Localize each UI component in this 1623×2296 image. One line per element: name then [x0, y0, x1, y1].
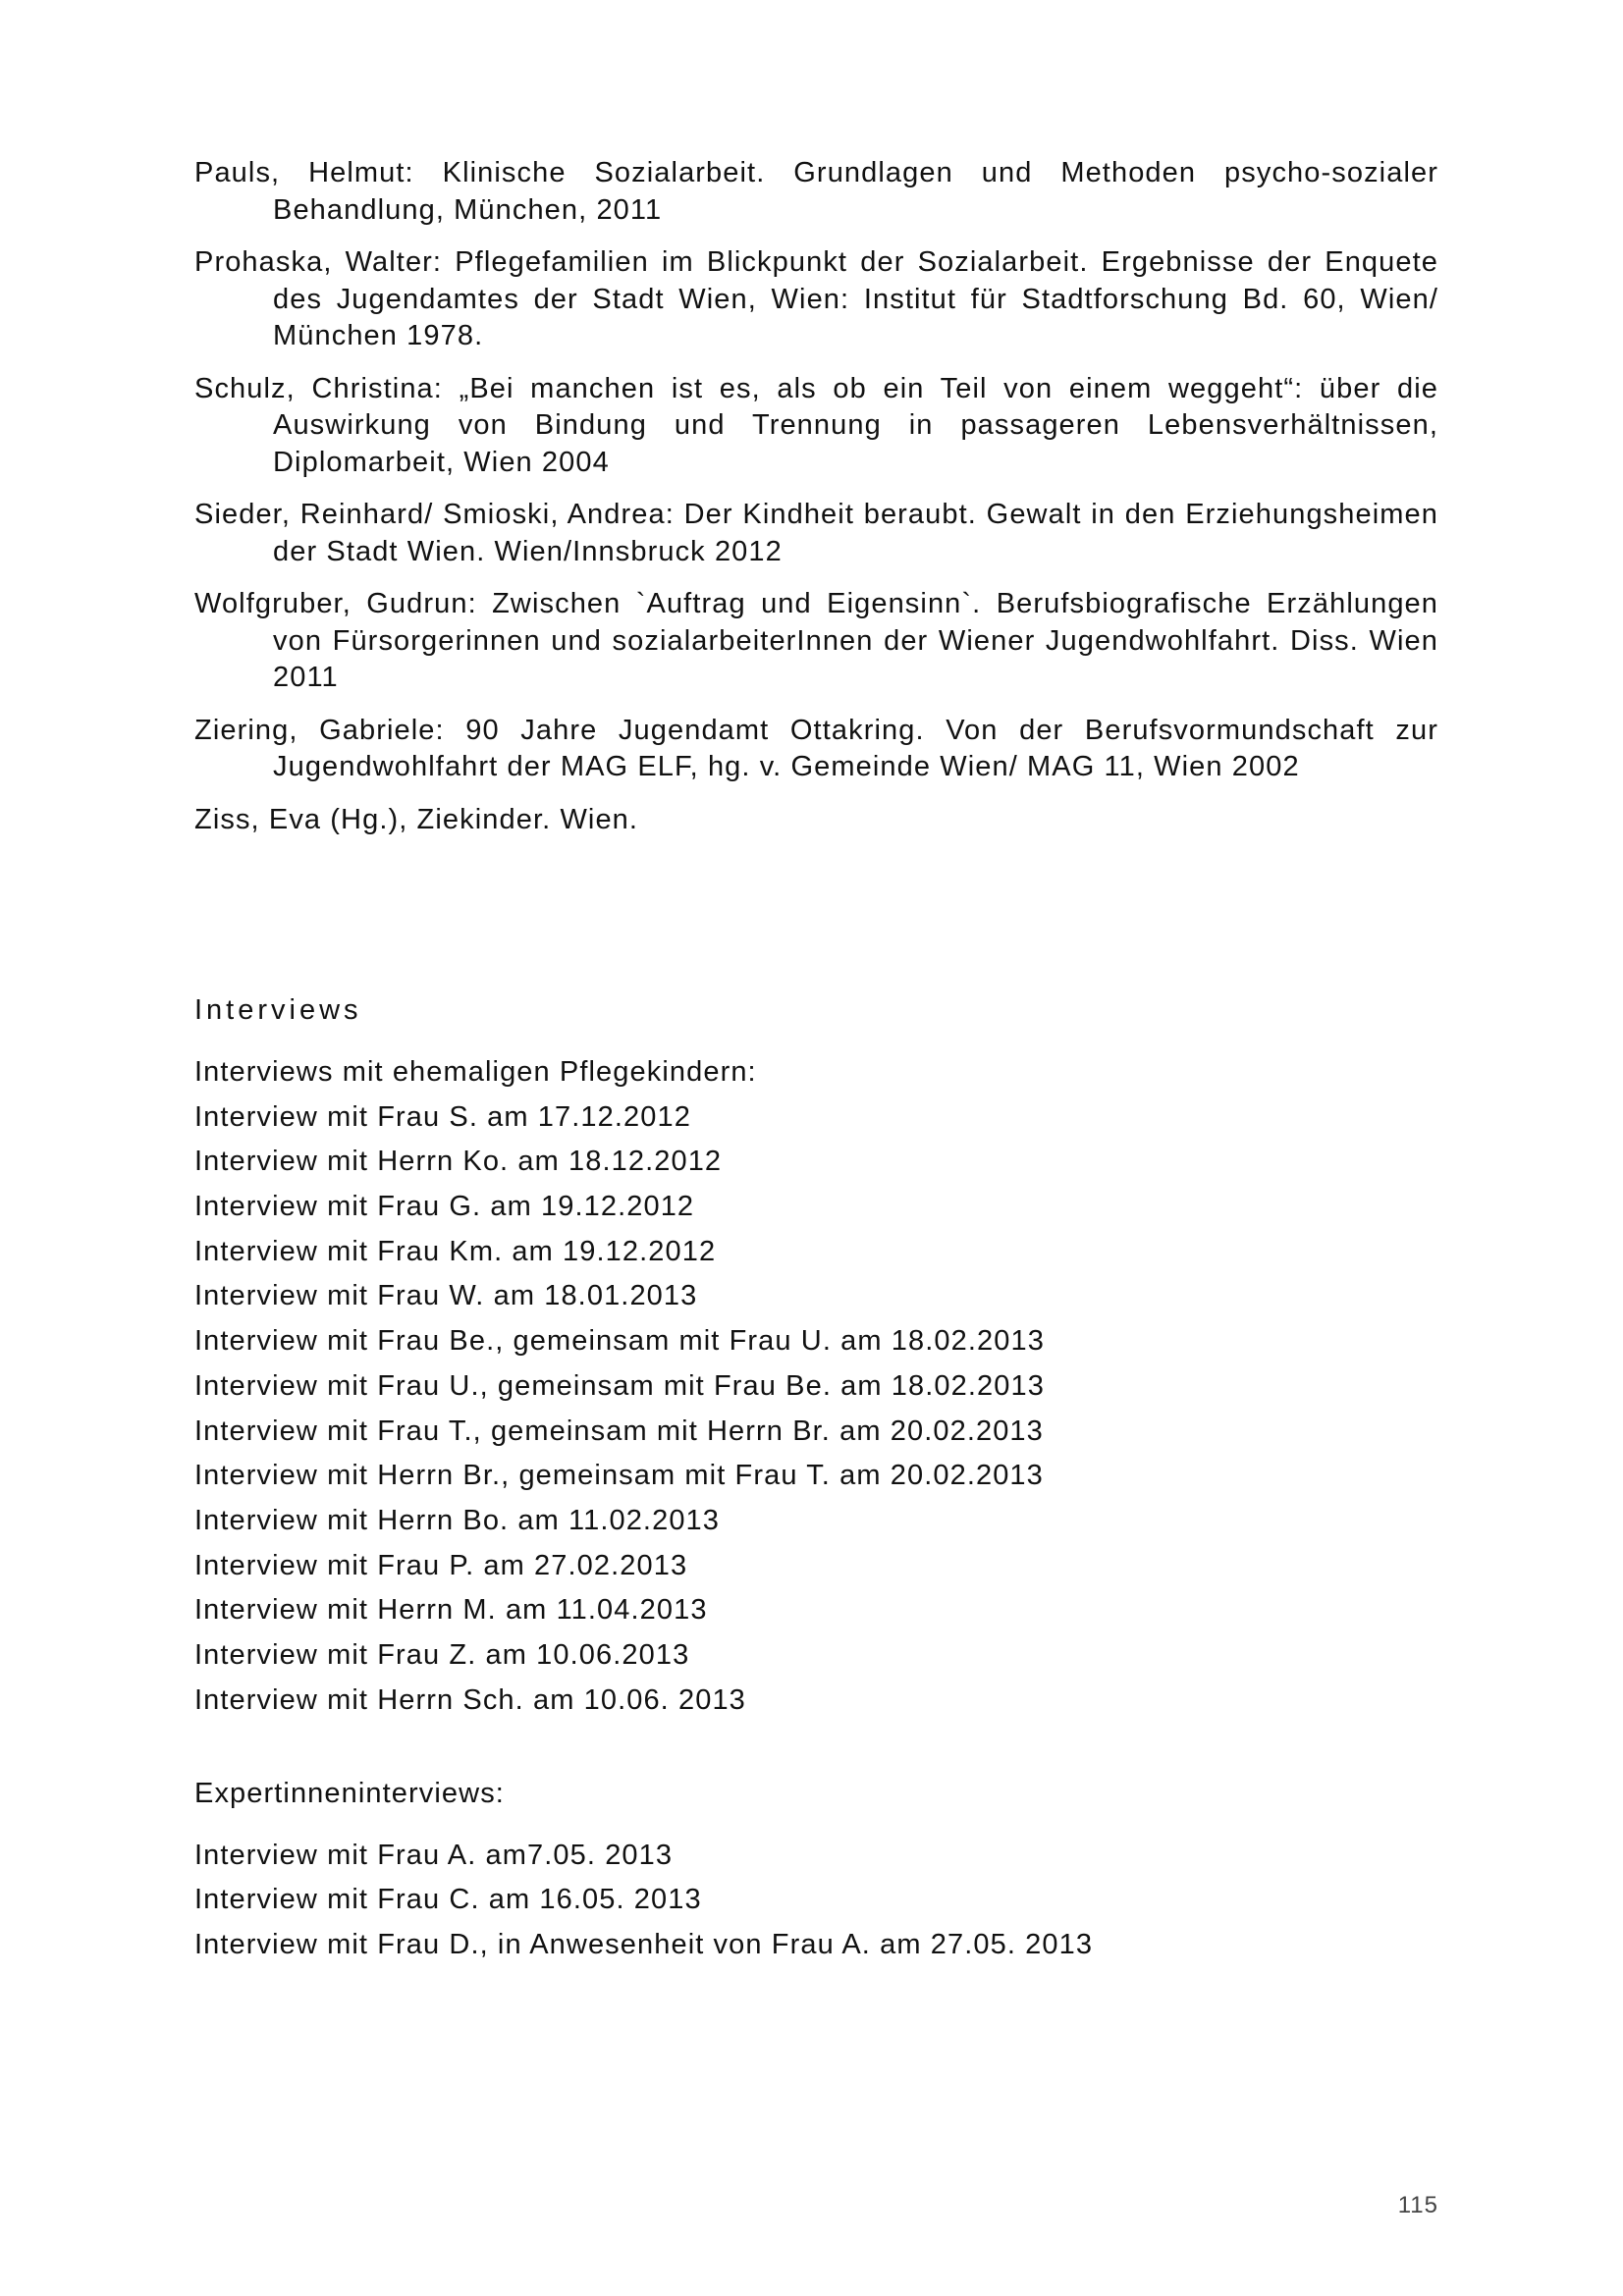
interview-item: Interview mit Frau P. am 27.02.2013	[194, 1549, 688, 1581]
interview-item: Interview mit Herrn M. am 11.04.2013	[194, 1594, 708, 1627]
interview-item: Interview mit Herrn Sch. am 10.06. 2013	[194, 1683, 746, 1716]
bibliography-entry: Schulz, Christina: „Bei manchen ist es, als ob ein Teil von einem weggeht“: über die Auswirkung von Bindung und Trennung in passageren Lebensverhältnissen, Diplomarbeit, Wien 2004	[194, 372, 1438, 478]
interview-item: Interview mit Herrn Br., gemeinsam mit Frau T. am 20.02.2013	[194, 1460, 1044, 1492]
interview-item: Interview mit Frau C. am 16.05. 2013	[194, 1884, 702, 1916]
section-heading: Interviews	[194, 994, 362, 1026]
interview-item: Interview mit Frau W. am 18.01.2013	[194, 1280, 698, 1312]
interview-item: Interview mit Herrn Ko. am 18.12.2012	[194, 1146, 723, 1178]
interview-item: Interview mit Frau Z. am 10.06.2013	[194, 1638, 690, 1671]
page-number: 115	[1397, 2192, 1438, 2218]
interview-item: Interview mit Frau U., gemeinsam mit Frau Be. am 18.02.2013	[194, 1369, 1045, 1402]
bibliography-entry: Ziss, Eva (Hg.), Ziekinder. Wien.	[194, 803, 639, 835]
interview-item: Interview mit Frau Be., gemeinsam mit Frau U. am 18.02.2013	[194, 1325, 1045, 1358]
bibliography-entry: Ziering, Gabriele: 90 Jahre Jugendamt Ottakring. Von der Berufsvormundschaft zur Jugendwohlfahrt der MAG ELF, hg. v. Gemeinde Wien/ MAG 11, Wien 2002	[194, 714, 1438, 782]
bibliography-entry: Pauls, Helmut: Klinische Sozialarbeit. Grundlagen und Methoden psycho-sozialer Behandlung, München, 2011	[194, 157, 1438, 226]
expert-interviews	[194, 1772, 1438, 1968]
foster-children-interviews	[194, 1050, 1438, 1723]
interview-item: Interview mit Frau D., in Anwesenheit von Frau A. am 27.05. 2013	[194, 1929, 1094, 1961]
interview-item: Interview mit Herrn Bo. am 11.02.2013	[194, 1504, 721, 1536]
interview-item: Interview mit Frau S. am 17.12.2012	[194, 1100, 691, 1133]
bibliography-entry: Prohaska, Walter: Pflegefamilien im Blickpunkt der Sozialarbeit. Ergebnisse der Enquete des Jugendamtes der Stadt Wien, Wien: Institut für Stadtforschung Bd. 60, Wien/ München 1978.	[194, 246, 1438, 351]
interview-item: Interview mit Frau Km. am 19.12.2012	[194, 1235, 717, 1267]
bibliography-list	[194, 155, 1438, 854]
bibliography-entry: Wolfgruber, Gudrun: Zwischen `Auftrag und Eigensinn`. Berufsbiografische Erzählungen von Fürsorgerinnen und sozialarbeiterInnen der Wiener Jugendwohlfahrt. Diss. Wien 2011	[194, 588, 1438, 693]
interview-item: Interview mit Frau T., gemeinsam mit Herrn Br. am 20.02.2013	[194, 1415, 1044, 1447]
interview-item: Interview mit Frau A. am7.05. 2013	[194, 1839, 674, 1871]
interviews-section	[194, 988, 1438, 1034]
bibliography-entry: Sieder, Reinhard/ Smioski, Andrea: Der Kindheit beraubt. Gewalt in den Erziehungsheimen der Stadt Wien. Wien/Innsbruck 2012	[194, 499, 1438, 567]
interview-item: Interview mit Frau G. am 19.12.2012	[194, 1191, 695, 1223]
subsection-label: Expertinneninterviews:	[194, 1778, 505, 1809]
subsection-label: Interviews mit ehemaligen Pflegekindern:	[194, 1056, 757, 1088]
